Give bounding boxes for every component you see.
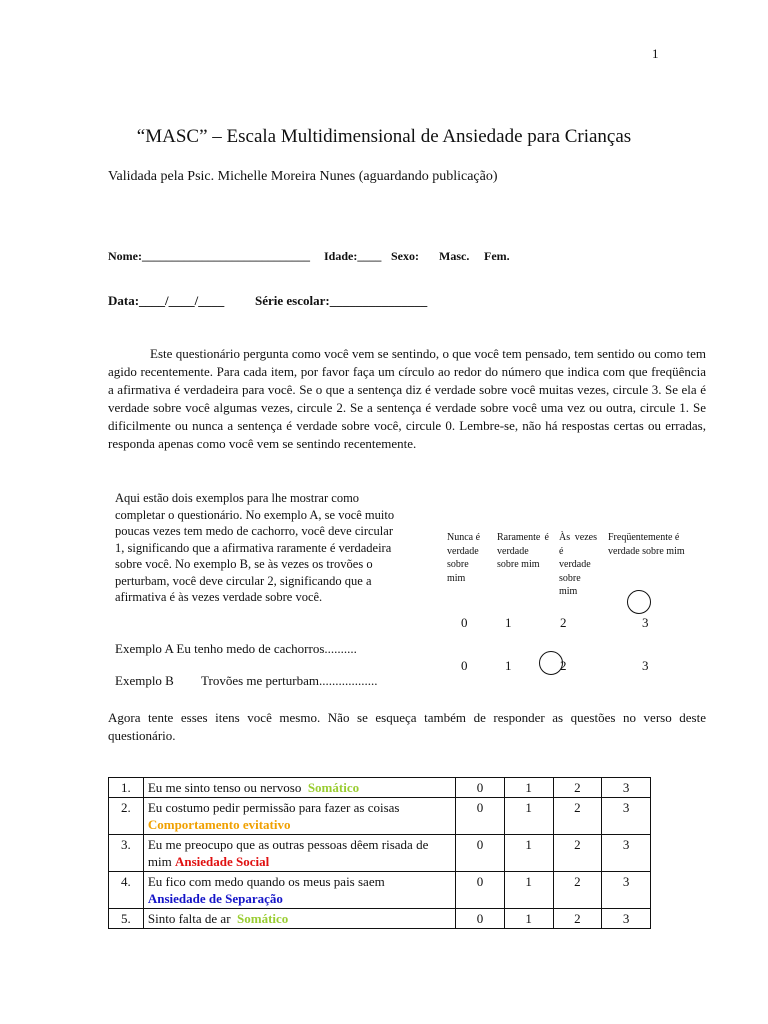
- table-row: [109, 835, 651, 872]
- example-b-value-0[interactable]: 0: [461, 658, 468, 673]
- example-a-value-1[interactable]: 1: [505, 615, 512, 630]
- item-text: Eu fico com medo quando os meus pais saem: [147, 874, 385, 889]
- scale-header-3: Freqüentemente é verdade sobre mim: [608, 532, 685, 557]
- date-field[interactable]: Data:____/____/____: [108, 293, 225, 308]
- items-table: [108, 777, 651, 929]
- table-row: [109, 909, 651, 929]
- item-text: Eu me preocupo que as outras pessoas dêem risada de mim: [147, 837, 429, 869]
- item-value-2[interactable]: 2: [553, 778, 602, 798]
- category-somatico: Somático: [307, 780, 360, 795]
- item-value-1[interactable]: 1: [504, 872, 553, 909]
- page-title: “MASC” – Escala Multidimensional de Ansiedade para Crianças: [136, 126, 632, 147]
- item-text-cell: [143, 798, 455, 835]
- sex-label: Sexo:: [391, 249, 419, 263]
- item-value-3[interactable]: 3: [602, 835, 651, 872]
- item-number: 2.: [109, 798, 144, 835]
- age-field[interactable]: Idade:____: [324, 249, 382, 263]
- item-value-2[interactable]: 2: [553, 909, 602, 929]
- item-value-3[interactable]: 3: [602, 909, 651, 929]
- item-text: Sinto falta de ar: [147, 911, 231, 926]
- item-value-2[interactable]: 2: [553, 835, 602, 872]
- subtitle: Validada pela Psic. Michelle Moreira Nunes (aguardando publicação): [108, 169, 498, 184]
- example-a-text: Exemplo A Eu tenho medo de cachorros..........: [115, 641, 357, 656]
- example-a-value-3[interactable]: 3: [642, 615, 649, 630]
- item-value-3[interactable]: 3: [602, 872, 651, 909]
- item-number: 1.: [109, 778, 144, 798]
- category-ansiedade-separacao: Ansiedade de Separação: [147, 891, 283, 906]
- item-number: 4.: [109, 872, 144, 909]
- item-value-3[interactable]: 3: [602, 798, 651, 835]
- answer-circle-mark: [627, 590, 651, 614]
- item-value-2[interactable]: 2: [553, 798, 602, 835]
- category-somatico: Somático: [237, 911, 289, 926]
- item-text-cell: [143, 835, 455, 872]
- item-value-0[interactable]: 0: [456, 798, 505, 835]
- page-number: 1: [652, 46, 659, 61]
- item-number: 5.: [109, 909, 144, 929]
- example-b-value-3[interactable]: 3: [642, 658, 649, 673]
- item-number: 3.: [109, 835, 144, 872]
- item-value-3[interactable]: 3: [602, 778, 651, 798]
- item-text-cell: [143, 872, 455, 909]
- scale-header-0: Nunca é verdade sobre mim: [447, 532, 481, 584]
- name-field[interactable]: Nome:____________________________: [108, 249, 310, 263]
- sex-option-masc[interactable]: Masc.: [439, 249, 470, 263]
- scale-header-1: Raramente é verdade sobre mim: [497, 532, 549, 570]
- category-comportamento-evitativo: Comportamento evitativo: [147, 817, 291, 832]
- item-value-1[interactable]: 1: [504, 778, 553, 798]
- item-value-0[interactable]: 0: [456, 909, 505, 929]
- item-value-1[interactable]: 1: [504, 909, 553, 929]
- example-b-text: Trovões me perturbam..................: [201, 673, 378, 688]
- example-a-value-2[interactable]: 2: [560, 615, 567, 630]
- instructions-paragraph: Este questionário pergunta como você vem se sentindo, o que você tem pensado, tem sentido ou como tem agido recentemente. Para cada item, por favor faça um círculo ao redor do número que indica com que freqüência a afirmativa é verdadeira para você. Se o que a sentença diz é verdade sobre você muitas vezes, circule 3. Se ela é verdade sobre você algumas vezes, circule 2. Se a sentença é verdade sobre você uma vez ou outra, circule 1. Se dificilmente ou nunca a sentença é verdade sobre você, circule 0. Lembre-se, não há respostas certas ou erradas, responda apenas como você vem se sentindo recentemente.: [108, 346, 706, 451]
- item-text-cell: [143, 909, 455, 929]
- item-value-2[interactable]: 2: [553, 872, 602, 909]
- sex-option-fem[interactable]: Fem.: [484, 249, 510, 263]
- item-value-0[interactable]: 0: [456, 778, 505, 798]
- item-value-0[interactable]: 0: [456, 835, 505, 872]
- example-a-value-0[interactable]: 0: [461, 615, 468, 630]
- scale-header-2: Às vezes é verdade sobre mim: [559, 532, 597, 597]
- item-value-1[interactable]: 1: [504, 798, 553, 835]
- item-value-1[interactable]: 1: [504, 835, 553, 872]
- item-text: Eu me sinto tenso ou nervoso: [147, 780, 302, 795]
- grade-field[interactable]: Série escolar:_______________: [255, 293, 428, 308]
- after-instructions: Agora tente esses itens você mesmo. Não se esqueça também de responder as questões no verso deste questionário.: [108, 710, 706, 743]
- example-b-value-1[interactable]: 1: [505, 658, 512, 673]
- table-row: [109, 778, 651, 798]
- examples-intro: Aqui estão dois exemplos para lhe mostrar como completar o questionário. No exemplo A, se você muito poucas vezes tem medo de cachorro, você deve circular 1, significando que a afirmativa raramente é verdadeira sobre você. No exemplo B, se às vezes os trovões o perturbam, você deve circular 2, significando que a afirmativa é às vezes verdade sobre você.: [115, 491, 395, 604]
- table-row: [109, 872, 651, 909]
- example-b-value-2[interactable]: 2: [560, 658, 567, 673]
- item-text: Eu costumo pedir permissão para fazer as coisas: [147, 800, 400, 815]
- category-ansiedade-social: Ansiedade Social: [174, 854, 270, 869]
- item-text-cell: [143, 778, 455, 798]
- example-b-label: Exemplo B: [115, 673, 174, 688]
- table-row: [109, 798, 651, 835]
- item-value-0[interactable]: 0: [456, 872, 505, 909]
